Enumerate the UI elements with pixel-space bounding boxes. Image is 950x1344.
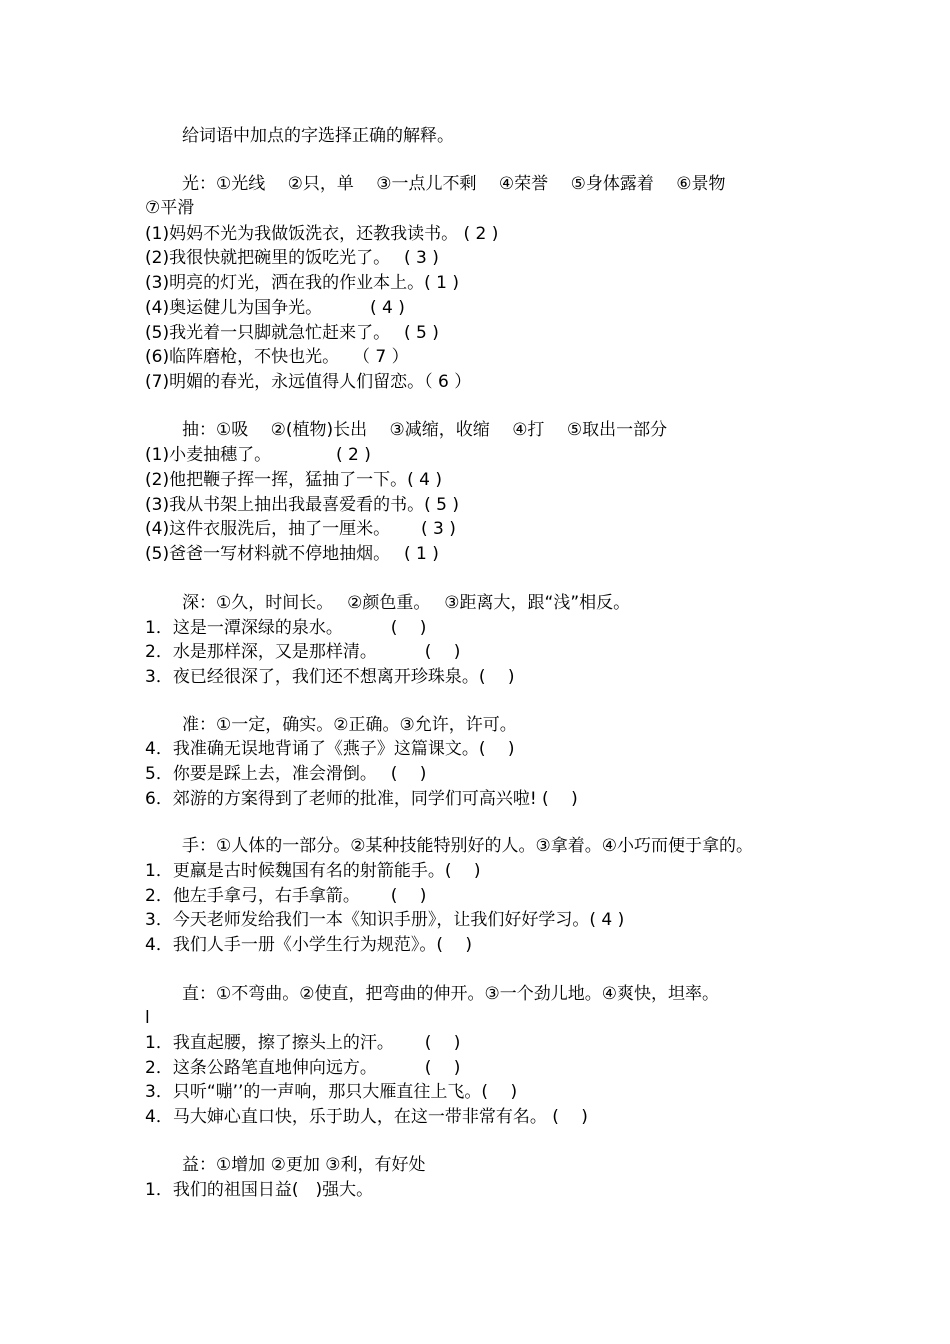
list-item: 2．这条公路笔直地伸向远方。 ( ) [145,1058,461,1078]
list-item: (2)我很快就把碗里的饭吃光了。 ( 3 ) [145,248,439,268]
section-header-shen: 深：①久，时间长。 ②颜色重。 ③距离大，跟“浅”相反。 [182,593,631,613]
list-item: 1．这是一潭深绿的泉水。 ( ) [145,618,427,638]
list-item: 3．今天老师发给我们一本《知识手册》，让我们好好学习。( 4 ) [145,910,625,930]
list-item: 4．我准确无误地背诵了《燕子》这篇课文。( ) [145,739,515,759]
list-item: 6．郊游的方案得到了老师的批准，同学们可高兴啦! ( ) [145,789,578,809]
list-item: 3．只听“嘣’’的一声响，那只大雁直往上飞。( ) [145,1082,518,1102]
list-item: (1)小麦抽穗了。 ( 2 ) [145,445,371,465]
list-item: (4)这件衣服洗后，抽了一厘米。 ( 3 ) [145,519,456,539]
list-item: 1．我直起腰，擦了擦头上的汗。 ( ) [145,1033,461,1053]
list-item: 3．夜已经很深了，我们还不想离开珍珠泉。( ) [145,667,515,687]
list-item: (3)我从书架上抽出我最喜爱看的书。( 5 ) [145,495,459,515]
section-header-zhun: 准：①一定，确实。②正确。③允许，许可。 [182,715,517,735]
list-item: 1．更羸是古时候魏国有名的射箭能手。( ) [145,861,481,881]
list-item: (1)妈妈不光为我做饭洗衣，还教我读书。 ( 2 ) [145,224,499,244]
list-item: (5)我光着一只脚就急忙赶来了。 ( 5 ) [145,323,439,343]
list-item: (3)明亮的灯光，洒在我的作业本上。( 1 ) [145,273,459,293]
list-item: (5)爸爸一写材料就不停地抽烟。 ( 1 ) [145,544,439,564]
section-header-guang-cont: ⑦平滑 [145,198,195,218]
page-title: 给词语中加点的字选择正确的解释。 [182,126,454,146]
section-header-zhi-cont: l [145,1008,150,1028]
section-header-yi: 益：①增加 ②更加 ③利，有好处 [182,1155,426,1175]
section-header-shou: 手：①人体的一部分。②某种技能特别好的人。③拿着。④小巧而便于拿的。 [182,836,753,856]
section-header-chou: 抽：①吸 ②(植物)长出 ③减缩，收缩 ④打 ⑤取出一部分 [182,420,668,440]
list-item: (6)临阵磨枪，不快也光。 （ 7 ） [145,347,409,367]
list-item: 1．我们的祖国日益( )强大。 [145,1180,374,1200]
list-item: 2．他左手拿弓，右手拿箭。 ( ) [145,886,427,906]
list-item: 4．马大婶心直口快，乐于助人，在这一带非常有名。 ( ) [145,1107,588,1127]
list-item: (4)奥运健儿为国争光。 ( 4 ) [145,298,405,318]
list-item: (2)他把鞭子挥一挥，猛抽了一下。( 4 ) [145,470,442,490]
list-item: 4．我们人手一册《小学生行为规范》。( ) [145,935,472,955]
list-item: 5．你要是踩上去，准会滑倒。 ( ) [145,764,427,784]
list-item: (7)明媚的春光，永远值得人们留恋。（ 6 ） [145,372,472,392]
section-header-guang: 光：①光线 ②只，单 ③一点儿不剩 ④荣誉 ⑤身体露着 ⑥景物 [182,174,726,194]
section-header-zhi: 直：①不弯曲。②使直，把弯曲的伸开。③一个劲儿地。④爽快，坦率。 [182,984,719,1004]
list-item: 2．水是那样深，又是那样清。 ( ) [145,642,461,662]
